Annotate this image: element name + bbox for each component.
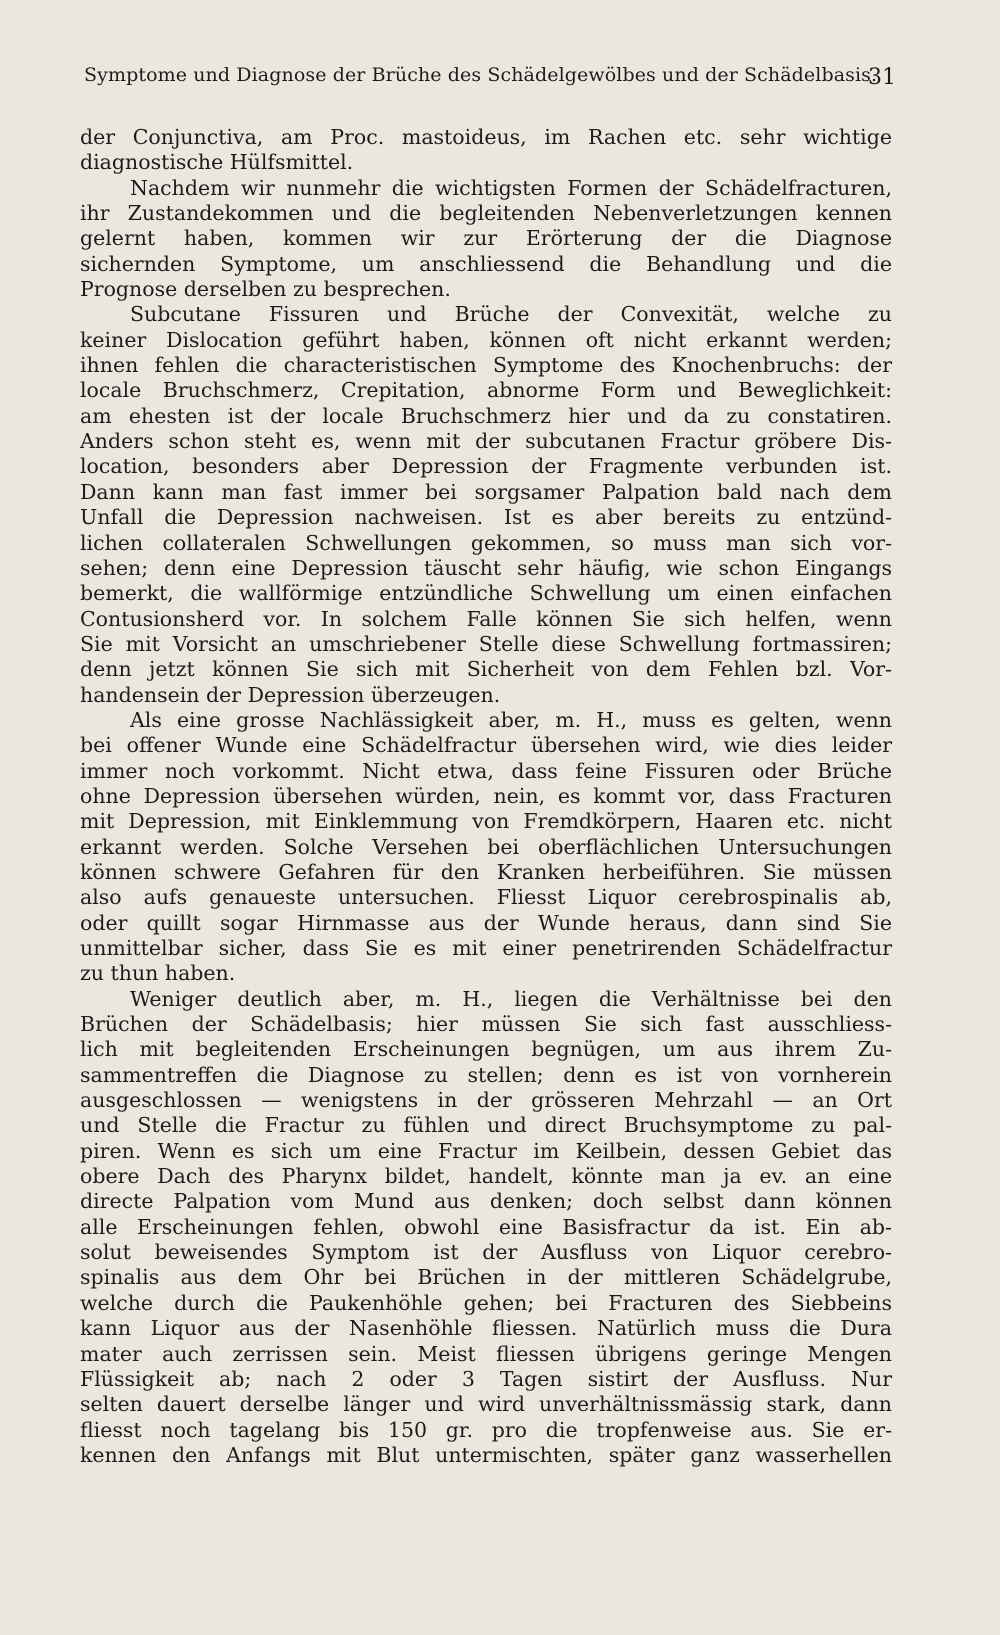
- text-line: Weniger deutlich aber, m. H., liegen die Verhältnisse bei den: [130, 986, 892, 1011]
- text-line: obere Dach des Pharynx bildet, handelt, könnte man ja ev. an eine: [80, 1164, 892, 1189]
- text-line: immer noch vorkommt. Nicht etwa, dass feine Fissuren oder Brüche: [80, 758, 892, 783]
- text-line: directe Palpation vom Mund aus denken; doch selbst dann können: [80, 1189, 892, 1214]
- text-line: Als eine grosse Nachlässigkeit aber, m. H., muss es gelten, wenn: [130, 707, 892, 732]
- running-head-title: Symptome und Diagnose der Brüche des Schädelgewölbes und der Schädelbasis.: [84, 64, 878, 86]
- text-line: handensein der Depression überzeugen.: [80, 682, 501, 707]
- text-line: welche durch die Paukenhöhle gehen; bei Fracturen des Siebbeins: [80, 1290, 892, 1315]
- text-line: mit Depression, mit Einklemmung von Fremdkörpern, Haaren etc. nicht: [80, 809, 892, 834]
- text-line: unmittelbar sicher, dass Sie es mit einer penetrirenden Schädelfractur: [80, 936, 892, 960]
- text-line: sichernden Symptome, um anschliessend die Behandlung und die: [80, 251, 892, 276]
- page-number: 31: [868, 65, 896, 90]
- text-line: Sie mit Vorsicht an umschriebener Stelle diese Schwellung fortmassiren;: [80, 631, 892, 656]
- text-line: location, besonders aber Depression der Fragmente verbunden ist.: [80, 454, 892, 479]
- text-line: bei offener Wunde eine Schädelfractur übersehen wird, wie dies leider: [80, 733, 892, 758]
- text-line: Dann kann man fast immer bei sorgsamer Palpation bald nach dem: [80, 479, 892, 504]
- text-line: mater auch zerrissen sein. Meist fliessen übrigens geringe Mengen: [80, 1341, 892, 1366]
- body-text: [80, 125, 892, 1468]
- text-line: also aufs genaueste untersuchen. Fliesst Liquor cerebrospinalis ab,: [80, 885, 892, 910]
- text-line: Prognose derselben zu besprechen.: [80, 277, 451, 302]
- text-line: sammentreffen die Diagnose zu stellen; denn es ist von vornherein: [80, 1062, 892, 1087]
- text-line: können schwere Gefahren für den Kranken herbeiführen. Sie müssen: [80, 859, 892, 884]
- text-line: spinalis aus dem Ohr bei Brüchen in der mittleren Schädelgrube,: [80, 1265, 892, 1290]
- text-line: Subcutane Fissuren und Brüche der Convexität, welche zu: [130, 302, 892, 327]
- text-line: keiner Dislocation geführt haben, können oft nicht erkannt werden;: [80, 327, 892, 352]
- text-line: diagnostische Hülfsmittel.: [80, 150, 354, 175]
- text-line: alle Erscheinungen fehlen, obwohl eine Basisfractur da ist. Ein ab-: [80, 1214, 892, 1239]
- text-line: Flüssigkeit ab; nach 2 oder 3 Tagen sistirt der Ausfluss. Nur: [80, 1366, 892, 1391]
- text-line: am ehesten ist der locale Bruchschmerz hier und da zu constatiren.: [80, 403, 892, 428]
- text-line: locale Bruchschmerz, Crepitation, abnorme Form und Beweglichkeit:: [80, 378, 892, 403]
- text-line: ausgeschlossen — wenigstens in der grösseren Mehrzahl — an Ort: [80, 1088, 892, 1113]
- text-line: bemerkt, die wallförmige entzündliche Schwellung um einen einfachen: [80, 581, 892, 606]
- text-line: lich mit begleitenden Erscheinungen begnügen, um aus ihrem Zu-: [80, 1037, 892, 1062]
- text-line: ihr Zustandekommen und die begleitenden Nebenverletzungen kennen: [80, 201, 892, 226]
- text-line: fliesst noch tagelang bis 150 gr. pro die tropfenweise aus. Sie er-: [80, 1417, 892, 1442]
- text-line: selten dauert derselbe länger und wird unverhältnissmässig stark, dann: [80, 1392, 892, 1417]
- text-line: ihnen fehlen die characteristischen Symptome des Knochenbruchs: der: [80, 353, 892, 378]
- text-line: erkannt werden. Solche Versehen bei oberflächlichen Untersuchungen: [80, 834, 892, 859]
- text-line: ohne Depression übersehen würden, nein, es kommt vor, dass Fracturen: [80, 783, 892, 808]
- text-line: gelernt haben, kommen wir zur Erörterung der die Diagnose: [80, 226, 892, 251]
- text-line: solut beweisendes Symptom ist der Ausfluss von Liquor cerebro-: [80, 1240, 892, 1265]
- text-line: piren. Wenn es sich um eine Fractur im Keilbein, dessen Gebiet das: [80, 1138, 892, 1163]
- text-line: und Stelle die Fractur zu fühlen und direct Bruchsymptome zu pal-: [80, 1113, 892, 1138]
- text-line: Anders schon steht es, wenn mit der subcutanen Fractur gröbere Dis-: [80, 429, 892, 454]
- text-line: sehen; denn eine Depression täuscht sehr häufig, wie schon Eingangs: [80, 555, 892, 580]
- text-line: Contusionsherd vor. In solchem Falle können Sie sich helfen, wenn: [80, 606, 892, 631]
- text-line: Brüchen der Schädelbasis; hier müssen Sie sich fast ausschliess-: [80, 1012, 892, 1037]
- text-line: Nachdem wir nunmehr die wichtigsten Formen der Schädelfracturen,: [130, 175, 892, 200]
- text-line: kennen den Anfangs mit Blut untermischten, später ganz wasserhellen: [80, 1442, 892, 1467]
- text-line: Unfall die Depression nachweisen. Ist es aber bereits zu entzünd-: [80, 505, 892, 530]
- text-line: der Conjunctiva, am Proc. mastoideus, im Rachen etc. sehr wichtige: [80, 125, 892, 149]
- text-line: zu thun haben.: [80, 961, 236, 986]
- running-header: [84, 64, 896, 94]
- text-line: denn jetzt können Sie sich mit Sicherheit von dem Fehlen bzl. Vor-: [80, 657, 892, 682]
- text-line: oder quillt sogar Hirnmasse aus der Wunde heraus, dann sind Sie: [80, 910, 892, 935]
- text-line: lichen collateralen Schwellungen gekommen, so muss man sich vor-: [80, 530, 892, 555]
- text-line: kann Liquor aus der Nasenhöhle fliessen. Natürlich muss die Dura: [80, 1316, 892, 1341]
